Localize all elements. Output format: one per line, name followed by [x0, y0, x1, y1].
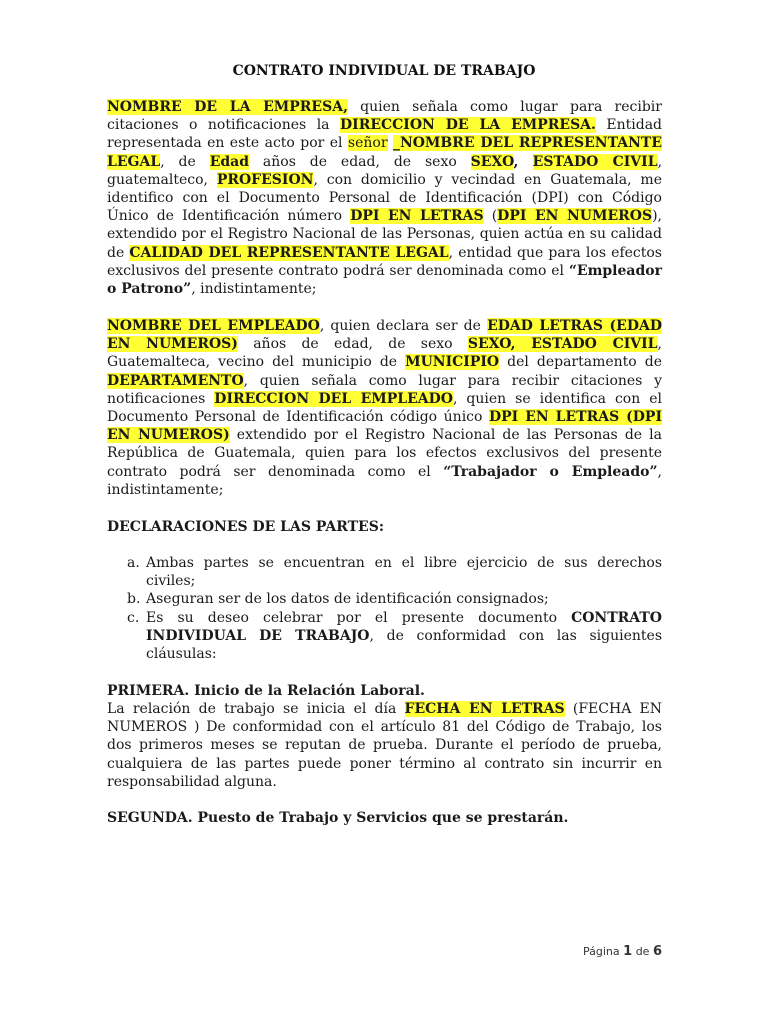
field-representative-quality: CALIDAD DEL REPRESENTANTE LEGAL — [129, 244, 449, 261]
field-start-date: FECHA EN LETRAS — [404, 701, 565, 717]
list-item-text: Es su deseo celebrar por el presente documento — [146, 609, 572, 626]
declarations-heading: DECLARACIONES DE LAS PARTES: — [107, 519, 384, 535]
document-title: CONTRATO INDIVIDUAL DE TRABAJO — [232, 63, 536, 79]
field-employee-name: NOMBRE DEL EMPLEADO — [107, 318, 320, 334]
text: , quien se identifica con el Documento Personal de Identificación código único — [107, 390, 662, 426]
list-item-text: , de conformidad con las siguientes cláusulas: — [146, 627, 663, 663]
text: extendido por el Registro Nacional de las Personas de la República de Guatemala, quien para los efectos exclusivos del presente contrato podrá ser denominada como el — [107, 427, 662, 480]
term-employee: “Trabajador o Empleado” — [443, 463, 658, 480]
total-pages: 6 — [652, 944, 662, 959]
field-representative-name: _NOMBRE DEL REPRESENTANTE LEGAL — [107, 135, 663, 170]
field-company-address: DIRECCION DE LA EMPRESA. — [340, 117, 596, 134]
field-employee-dpi: DPI EN LETRAS (DPI EN NUMEROS) — [107, 409, 662, 444]
list-item — [127, 554, 662, 590]
text: quien señala como lugar para recibir citaciones o notificaciones la — [107, 99, 662, 134]
paragraph-employer — [107, 98, 662, 298]
text: ( — [483, 208, 498, 225]
text: del departamento de — [499, 354, 662, 371]
list-item-text: Ambas partes se encuentran en el libre ejercicio de sus derechos civiles; — [146, 555, 662, 590]
text: , Guatemalteca, vecino del municipio de — [107, 336, 662, 371]
field-dpi-letters: DPI EN LETRAS — [350, 208, 484, 225]
text: , guatemalteco, — [107, 153, 663, 188]
of-label: de — [635, 945, 650, 958]
field-employee-sex-civil: SEXO, ESTADO CIVIL — [467, 336, 658, 353]
field-employee-age: EDAD LETRAS (EDAD EN NUMEROS) — [107, 318, 662, 353]
text: , indistintamente; — [107, 463, 662, 498]
clause-second-heading: SEGUNDA. Puesto de Trabajo y Servicios que se prestarán. — [107, 810, 569, 826]
field-title: señor — [347, 135, 388, 152]
clause-first-text — [107, 700, 662, 791]
declarations-list — [107, 554, 662, 663]
text: Entidad representada en este acto por el — [107, 117, 663, 152]
field-employee-address: DIRECCION DEL EMPLEADO — [214, 390, 453, 407]
list-item — [127, 590, 662, 608]
field-dpi-numbers: DPI EN NUMEROS — [497, 208, 653, 225]
list-marker: b. — [127, 591, 141, 608]
field-company-name: NOMBRE DE LA EMPRESA, — [107, 99, 348, 115]
field-profession: PROFESION — [216, 171, 314, 188]
text: La relación de trabajo se inicia el día — [107, 701, 405, 717]
current-page: 1 — [623, 944, 633, 959]
text: , — [513, 153, 533, 170]
field-municipality: MUNICIPIO — [405, 354, 500, 371]
field-sex: SEXO — [470, 153, 514, 170]
term-employer: “Empleador o Patrono” — [107, 262, 662, 298]
text: , quien declara ser de — [319, 318, 488, 334]
field-civil-status: ESTADO CIVIL — [532, 153, 658, 170]
list-item — [127, 609, 663, 664]
text: años de edad, de sexo — [249, 153, 471, 170]
list-item-text: Aseguran ser de los datos de identificación consignados; — [146, 591, 549, 608]
term-contract: CONTRATO INDIVIDUAL DE TRABAJO — [146, 609, 662, 644]
page-number — [583, 944, 662, 959]
list-marker: c. — [127, 609, 140, 626]
text: , indistintamente; — [191, 281, 317, 298]
text: ), extendido por el Registro Nacional de las Personas, quien actúa en su calidad de — [107, 208, 662, 261]
list-marker: a. — [127, 555, 140, 571]
text: años de edad, de sexo — [237, 336, 468, 353]
field-department: DEPARTAMENTO — [107, 372, 244, 389]
clause-first-heading: PRIMERA. Inicio de la Relación Laboral. — [107, 683, 425, 699]
text: , con domicilio y vecindad en Guatemala, me identifico con el Documento Personal de Identificación (DPI) con Código Único de Identificación número — [107, 171, 662, 225]
text: , de — [160, 153, 210, 170]
field-age: Edad — [209, 153, 250, 170]
text: , entidad que para los efectos exclusivos del presente contrato podrá ser denominada como el — [107, 244, 662, 279]
text: (FECHA EN NUMEROS ) De conformidad con el artículo 81 del Código de Trabajo, los dos primeros meses se reputan de prueba. Durante el período de prueba, cualquiera de las partes puede poner término al contrato sin incurrir en responsabilidad alguna. — [107, 701, 662, 790]
text: , quien señala como lugar para recibir citaciones y notificaciones — [107, 372, 662, 407]
paragraph-employee — [107, 317, 662, 499]
page-label: Página — [583, 945, 620, 958]
